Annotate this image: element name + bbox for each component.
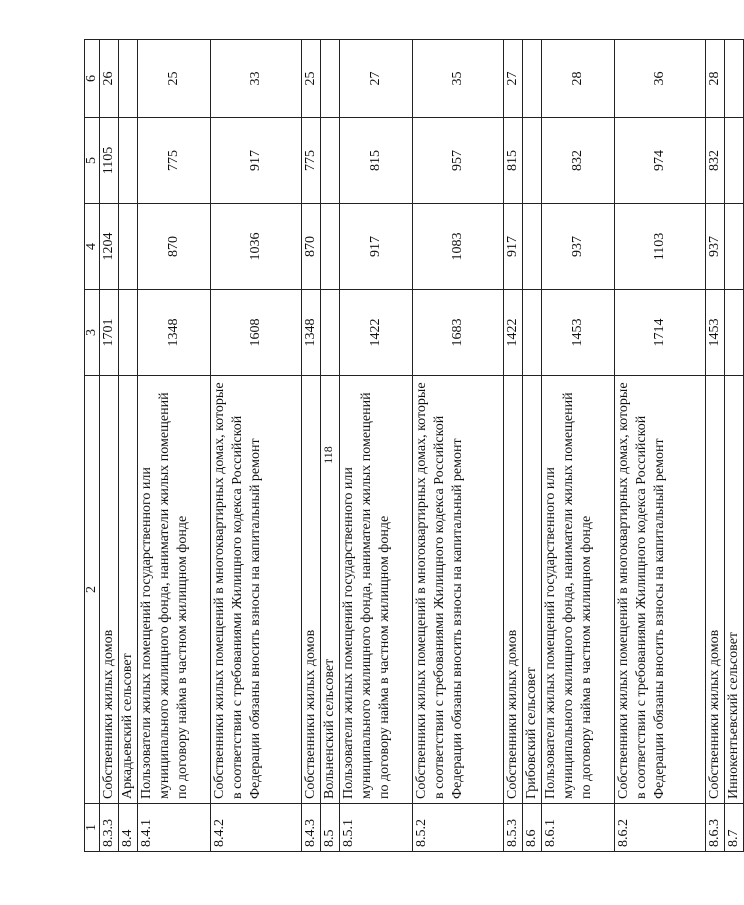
row-name-cell: Собственники жилых домов — [706, 376, 725, 804]
value-col3-cell: 1422 — [504, 290, 523, 376]
row-name-cell: Вольненский сельсовет — [321, 376, 340, 804]
value-col6-cell: 35 — [413, 40, 504, 118]
value-col6-cell: 26 — [100, 40, 119, 118]
header-cell-6: 6 — [85, 40, 100, 118]
value-col5-cell — [725, 118, 744, 204]
value-col5-cell — [119, 118, 138, 204]
value-col4-cell: 1036 — [211, 204, 302, 290]
value-col5-cell: 815 — [504, 118, 523, 204]
row-name-cell: Грибовский сельсовет — [523, 376, 542, 804]
value-col5-cell: 832 — [706, 118, 725, 204]
value-col3-cell: 1701 — [100, 290, 119, 376]
value-col5-cell: 917 — [211, 118, 302, 204]
value-col6-cell — [119, 40, 138, 118]
row-code-cell: 8.4 — [119, 804, 138, 852]
value-col3-cell: 1453 — [542, 290, 615, 376]
row-code-cell: 8.3.3 — [100, 804, 119, 852]
value-col3-cell: 1714 — [615, 290, 706, 376]
header-cell-2: 2 — [85, 376, 100, 804]
value-col5-cell: 775 — [138, 118, 211, 204]
value-col5-cell: 815 — [340, 118, 413, 204]
value-col6-cell: 27 — [340, 40, 413, 118]
value-col6-cell: 28 — [542, 40, 615, 118]
value-col4-cell — [119, 204, 138, 290]
rotated-table-container — [84, 40, 741, 852]
value-col4-cell: 917 — [340, 204, 413, 290]
row-name-cell: Пользователи жилых помещений государственного или муниципального жилищного фонда, наниматели жилых помещений по договору найма в частном жилищном фонде — [542, 376, 615, 804]
value-col4-cell: 1204 — [100, 204, 119, 290]
value-col4-cell — [523, 204, 542, 290]
row-code-cell: 8.4.1 — [138, 804, 211, 852]
value-col6-cell: 33 — [211, 40, 302, 118]
table-header-row — [85, 40, 100, 852]
value-col4-cell: 1103 — [615, 204, 706, 290]
value-col6-cell: 25 — [138, 40, 211, 118]
value-col6-cell: 28 — [706, 40, 725, 118]
table-row — [302, 40, 321, 852]
row-name-cell: Собственники жилых помещений в многоквартирных домах, которые в соответствии с требованиями Жилищного кодекса Российской Федерации обязаны вносить взносы на капитальный ремонт — [211, 376, 302, 804]
value-col5-cell: 832 — [542, 118, 615, 204]
value-col6-cell — [321, 40, 340, 118]
header-cell-3: 3 — [85, 290, 100, 376]
tariff-table — [84, 39, 744, 852]
table-row — [615, 40, 706, 852]
value-col5-cell — [321, 118, 340, 204]
value-col3-cell: 1348 — [302, 290, 321, 376]
table-row — [321, 40, 340, 852]
row-name-cell: Пользователи жилых помещений государственного или муниципального жилищного фонда, наниматели жилых помещений по договору найма в частном жилищном фонде — [138, 376, 211, 804]
table-row — [706, 40, 725, 852]
table-row — [413, 40, 504, 852]
table-row — [504, 40, 523, 852]
table-row — [211, 40, 302, 852]
value-col3-cell — [523, 290, 542, 376]
value-col4-cell: 870 — [138, 204, 211, 290]
row-name-cell: Собственники жилых помещений в многоквартирных домах, которые в соответствии с требованиями Жилищного кодекса Российской Федерации обязаны вносить взносы на капитальный ремонт — [615, 376, 706, 804]
value-col5-cell — [523, 118, 542, 204]
row-code-cell: 8.6.1 — [542, 804, 615, 852]
value-col6-cell — [725, 40, 744, 118]
row-name-cell: Собственники жилых домов — [302, 376, 321, 804]
row-code-cell: 8.6 — [523, 804, 542, 852]
table-row — [138, 40, 211, 852]
value-col5-cell: 974 — [615, 118, 706, 204]
value-col3-cell: 1422 — [340, 290, 413, 376]
header-cell-5: 5 — [85, 118, 100, 204]
row-name-cell: Собственники жилых домов — [504, 376, 523, 804]
row-code-cell: 8.6.3 — [706, 804, 725, 852]
row-code-cell: 8.5 — [321, 804, 340, 852]
row-name-cell: Аркадьевский сельсовет — [119, 376, 138, 804]
value-col5-cell: 775 — [302, 118, 321, 204]
value-col6-cell: 27 — [504, 40, 523, 118]
value-col6-cell: 36 — [615, 40, 706, 118]
row-code-cell: 8.4.2 — [211, 804, 302, 852]
value-col3-cell — [321, 290, 340, 376]
table-row — [100, 40, 119, 852]
header-cell-4: 4 — [85, 204, 100, 290]
value-col3-cell — [725, 290, 744, 376]
table-row — [119, 40, 138, 852]
value-col3-cell: 1608 — [211, 290, 302, 376]
row-name-cell: Собственники жилых домов — [100, 376, 119, 804]
value-col5-cell: 957 — [413, 118, 504, 204]
value-col4-cell: 1083 — [413, 204, 504, 290]
value-col4-cell: 870 — [302, 204, 321, 290]
value-col4-cell — [321, 204, 340, 290]
value-col3-cell: 1453 — [706, 290, 725, 376]
row-name-cell: Пользователи жилых помещений государственного или муниципального жилищного фонда, наниматели жилых помещений по договору найма в частном жилищном фонде — [340, 376, 413, 804]
table-row — [725, 40, 744, 852]
row-code-cell: 8.5.1 — [340, 804, 413, 852]
header-cell-1: 1 — [85, 804, 100, 852]
table-row — [542, 40, 615, 852]
value-col4-cell — [725, 204, 744, 290]
value-col6-cell — [523, 40, 542, 118]
table-row — [340, 40, 413, 852]
value-col5-cell: 1105 — [100, 118, 119, 204]
row-name-cell: Иннокентьевский сельсовет — [725, 376, 744, 804]
row-code-cell: 8.5.2 — [413, 804, 504, 852]
row-code-cell: 8.5.3 — [504, 804, 523, 852]
value-col4-cell: 937 — [706, 204, 725, 290]
value-col6-cell: 25 — [302, 40, 321, 118]
row-name-cell: Собственники жилых помещений в многоквартирных домах, которые в соответствии с требованиями Жилищного кодекса Российской Федерации обязаны вносить взносы на капитальный ремонт — [413, 376, 504, 804]
value-col3-cell — [119, 290, 138, 376]
row-code-cell: 8.6.2 — [615, 804, 706, 852]
table-body — [85, 40, 744, 852]
row-code-cell: 8.7 — [725, 804, 744, 852]
table-row — [523, 40, 542, 852]
value-col3-cell: 1683 — [413, 290, 504, 376]
page-number: 118 — [321, 446, 335, 464]
row-code-cell: 8.4.3 — [302, 804, 321, 852]
value-col4-cell: 917 — [504, 204, 523, 290]
value-col3-cell: 1348 — [138, 290, 211, 376]
value-col4-cell: 937 — [542, 204, 615, 290]
